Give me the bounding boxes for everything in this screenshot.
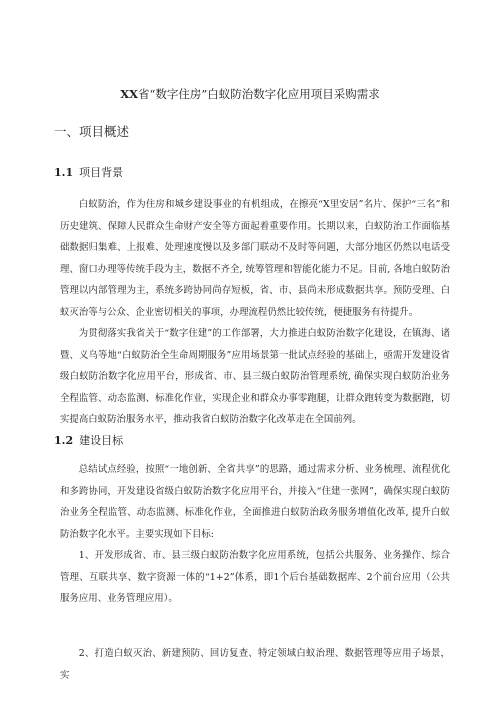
subsection-title: 项目背景 <box>79 166 124 179</box>
subsection-title: 建设目标 <box>79 434 124 447</box>
subsection-number: 1.1 <box>54 166 74 179</box>
paragraph-goal-item-1: 1、开发形成省、市、县三级白蚁防治数字化应用系统，包括公共服务、业务操作、综合管理、互联共享、数字资源一体的“1+2”体系，即1个后台基础数据库、2个前台应用（公共服务应用、业务管理应用）。 <box>60 550 450 605</box>
title-prefix: XX <box>120 87 139 101</box>
document-title <box>60 86 440 102</box>
subsection-heading-goals <box>54 433 123 448</box>
paragraph-goals-summary: 总结试点经验，按照“一地创新、全省共享”的思路，通过需求分析、业务梳理、流程优化和多跨协同，开发建设省级白蚁防治数字化应用平台，并接入“住建一张网”，确保实现白蚁防治业务全程监管、动态监测、标准化作业，全面推进白蚁防治政务服务增值化改革, 提升白蚁防治数字化水平。主要实现如下目标: <box>60 464 450 540</box>
title-text: 省“数字住房”白蚁防治数字化应用项目采购需求 <box>138 87 380 101</box>
paragraph-background-2: 为贯彻落实我省关于“数字住建”的工作部署，大力推进白蚁防治数字化建设，在镇海、诸暨、义乌等地“白蚁防治全生命周期服务”应用场景第一批试点经验的基础上，亟需开发建设省级白蚁防治数字化应用平台，形成省、市、县三级白蚁防治管理系统, 确保实现白蚁防治业务全程监管、动态监测、标准化作业，实现企业和群众办事零跑腿，让群众跑转变为数据跑，切实提高白蚁防治服务水平，推动我省白蚁防治数字化改革走在全国前列。 <box>60 328 450 426</box>
section-heading-project-overview: 一、项目概述 <box>54 124 130 139</box>
paragraph-goal-item-2: 2、打造白蚁灭治、新建预防、回访复查、特定领域白蚁治理、数据管理等应用子场景，实 <box>60 648 450 681</box>
subsection-heading-background <box>54 165 123 180</box>
paragraph-background-1: 白蚁防治，作为住房和城乡建设事业的有机组成，在擦亮“X里安居”名片、保护“三名”和历史建筑、保障人民群众生命财产安全等方面起着重要作用。长期以来，白蚁防治工作面临基础数据归集难、上报难、处理速度慢以及多部门联动不及时等问题，大部分地区仍然以电话受理、窗口办理等传统手段为主，数据不齐全, 统筹管理和智能化能力不足。目前, 各地白蚁防治管理以内部管理为主，系统多跨协同尚存短板，省、市、县尚未形成数据共享。预防受理、白蚁灭治等与公众、企业密切相关的事项，办理流程仍然比较传统，便捷服务有待提升。 <box>60 199 450 318</box>
subsection-number: 1.2 <box>54 434 74 447</box>
